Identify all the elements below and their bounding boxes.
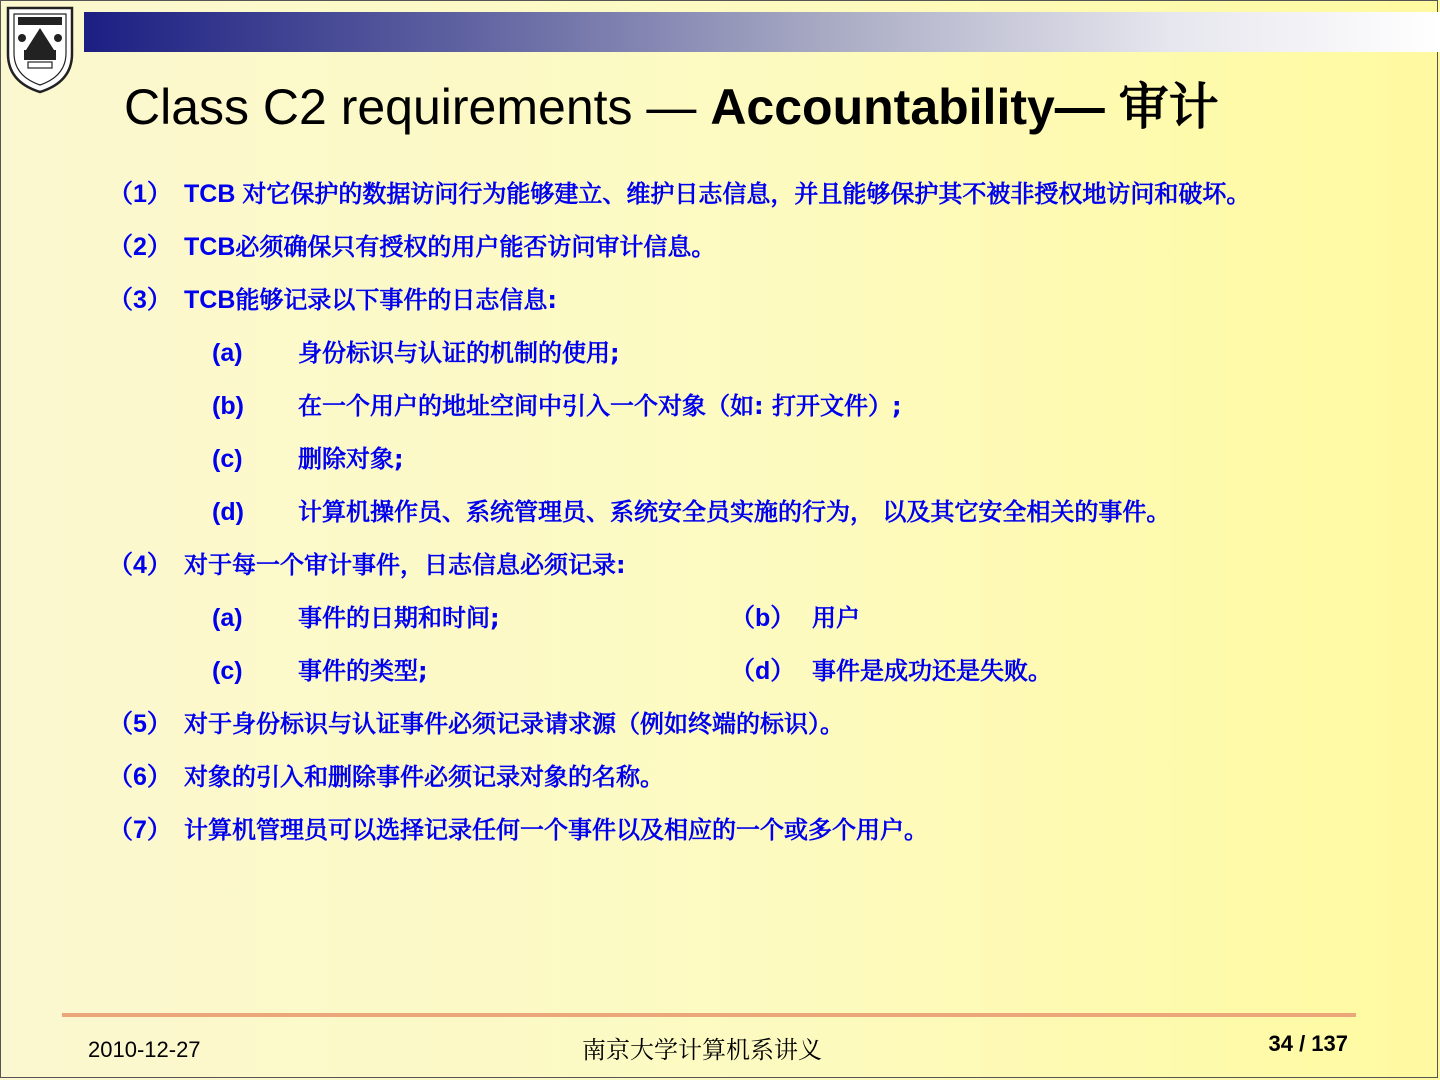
item-number: （2） (108, 233, 172, 261)
item-number: （6） (108, 763, 172, 791)
sub-item-label: (a) (212, 339, 243, 367)
sub-item-label: (c) (212, 445, 243, 473)
list-item: （7） 计算机管理员可以选择记录任何一个事件以及相应的一个或多个用户。 (108, 816, 928, 844)
footer-divider (62, 1013, 1356, 1017)
sub-item-label: （b） (730, 604, 796, 632)
sub-item-text: 事件是成功还是失败。 (812, 657, 1052, 685)
sub-item-text: 计算机操作员、系统管理员、系统安全员实施的行为， 以及其它安全相关的事件。 (298, 498, 1171, 526)
list-item: （3） TCB能够记录以下事件的日志信息: (108, 286, 557, 314)
footer-date: 2010-12-27 (88, 1037, 201, 1062)
sub-item-text: 在一个用户的地址空间中引入一个对象（如: 打开文件）; (298, 392, 902, 420)
sub-item (108, 657, 1338, 686)
sub-item-text: 事件的日期和时间; (298, 604, 500, 632)
sub-item-text: 身份标识与认证的机制的使用; (298, 339, 620, 367)
university-logo (2, 2, 78, 94)
sub-item-text: 事件的类型; (298, 657, 428, 685)
sub-item-label: (d) (212, 498, 244, 526)
sub-item (108, 604, 1338, 633)
list-item: （2） TCB必须确保只有授权的用户能否访问审计信息。 (108, 233, 716, 261)
sub-item-label: (a) (212, 604, 243, 632)
page-title: Class C2 requirements — Accountability— 审计 (124, 79, 1219, 135)
sub-item-label: (c) (212, 657, 243, 685)
sub-item (108, 498, 1338, 527)
sub-item (108, 339, 1338, 368)
item-number: （5） (108, 710, 172, 738)
sub-item-text: 用户 (812, 604, 860, 632)
item-number: （7） (108, 816, 172, 844)
list-item: （1） TCB 对它保护的数据访问行为能够建立、维护日志信息，并且能够保护其不被非授权地访问和破坏。 (108, 180, 1251, 208)
sub-item (108, 392, 1338, 421)
item-number: （1） (108, 180, 172, 208)
header-gradient-bar (84, 12, 1440, 52)
sub-item-label: (b) (212, 392, 244, 420)
item-number: （4） (108, 551, 172, 579)
list-item: （5） 对于身份标识与认证事件必须记录请求源（例如终端的标识）。 (108, 710, 844, 738)
footer-course-title: 南京大学计算机系讲义 (582, 1036, 822, 1064)
list-item: （6） 对象的引入和删除事件必须记录对象的名称。 (108, 763, 664, 791)
sub-item-label: （d） (730, 657, 796, 685)
sub-item (108, 445, 1338, 474)
list-item: （4） 对于每一个审计事件，日志信息必须记录: (108, 551, 626, 579)
page-number: 34 / 137 (1268, 1031, 1348, 1056)
sub-item-text: 删除对象; (298, 445, 404, 473)
slide-content (108, 180, 1338, 869)
item-number: （3） (108, 286, 172, 314)
